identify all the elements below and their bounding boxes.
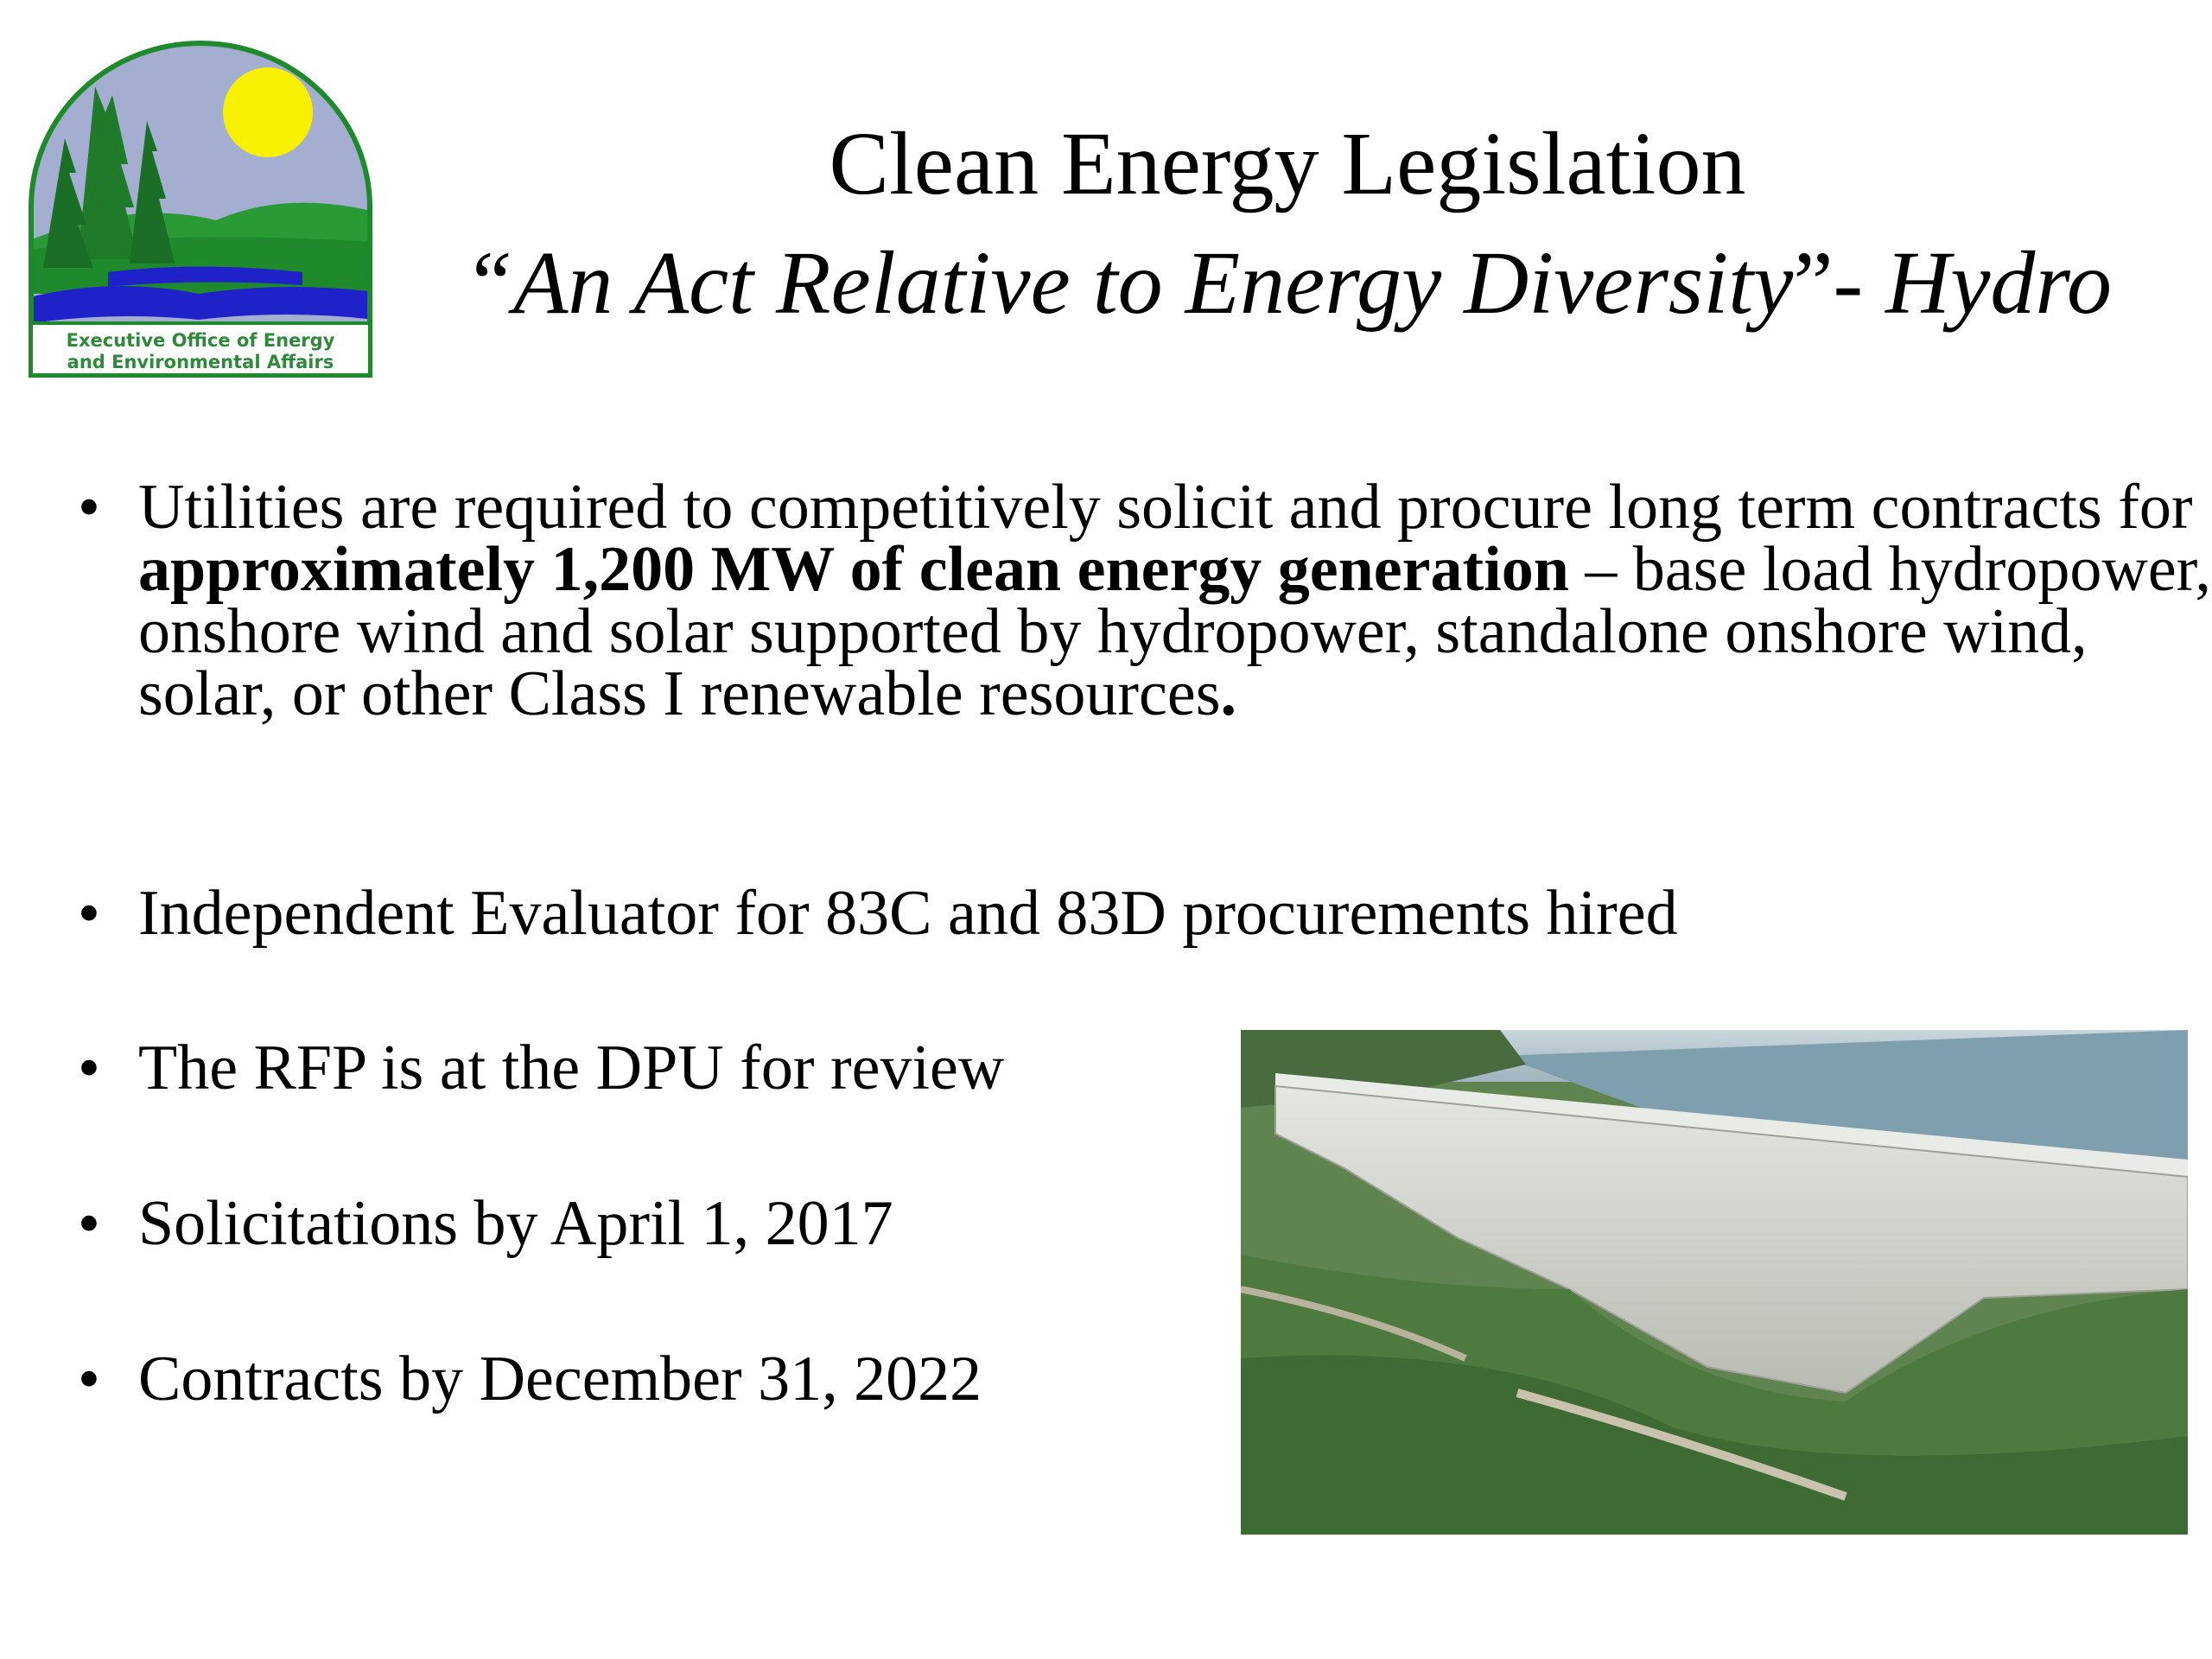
- subtitle-close-quote: ”: [1793, 233, 1834, 333]
- bullet-item-rfp: [78, 1033, 1201, 1103]
- bullet-text-bold: approximately 1,200 MW of clean energy generation: [138, 534, 1569, 605]
- slide-subtitle: [372, 232, 2203, 335]
- bullet-item-utilities: [78, 472, 2212, 729]
- bullet-marker: •: [78, 1344, 100, 1414]
- bullet-marker: •: [78, 1033, 100, 1103]
- logo-text-line1: Executive Office of Energy: [66, 330, 335, 351]
- bullet-marker: •: [78, 1188, 100, 1259]
- hydro-dam-photo: [1241, 1030, 2188, 1535]
- bullet-text: Utilities are required to competitively solicit and procure long term contracts for: [138, 472, 2193, 543]
- bullet-text: – base load hydropower, onshore wind and solar supported by hydropower, standalone onshore wind, solar, or other Class I renewable resources: [138, 534, 2211, 729]
- subtitle-act-name: An Act Relative to Energy Diversity: [512, 233, 1794, 333]
- bullet-marker: •: [78, 878, 100, 949]
- eoeea-logo: [26, 35, 375, 380]
- bullet-item-solicitations: [78, 1188, 1201, 1259]
- bullet-text: Independent Evaluator for 83C and 83D procurements hired: [138, 878, 1678, 949]
- subtitle-tail: - Hydro: [1833, 233, 2113, 333]
- bullet-marker: •: [78, 472, 100, 543]
- subtitle-open-quote: “: [462, 233, 513, 333]
- bullet-text-bold-period: .: [1220, 658, 1237, 729]
- bullet-text: Contracts by December 31, 2022: [138, 1344, 982, 1414]
- bullet-item-contracts: [78, 1344, 1201, 1414]
- bullet-text: Solicitations by April 1, 2017: [138, 1188, 893, 1259]
- bullet-item-evaluator: [78, 878, 2152, 949]
- logo-text-line2: and Environmental Affairs: [67, 352, 334, 372]
- bullet-text: The RFP is at the DPU for review: [138, 1033, 1005, 1103]
- slide-title: Clean Energy Legislation: [829, 114, 1746, 213]
